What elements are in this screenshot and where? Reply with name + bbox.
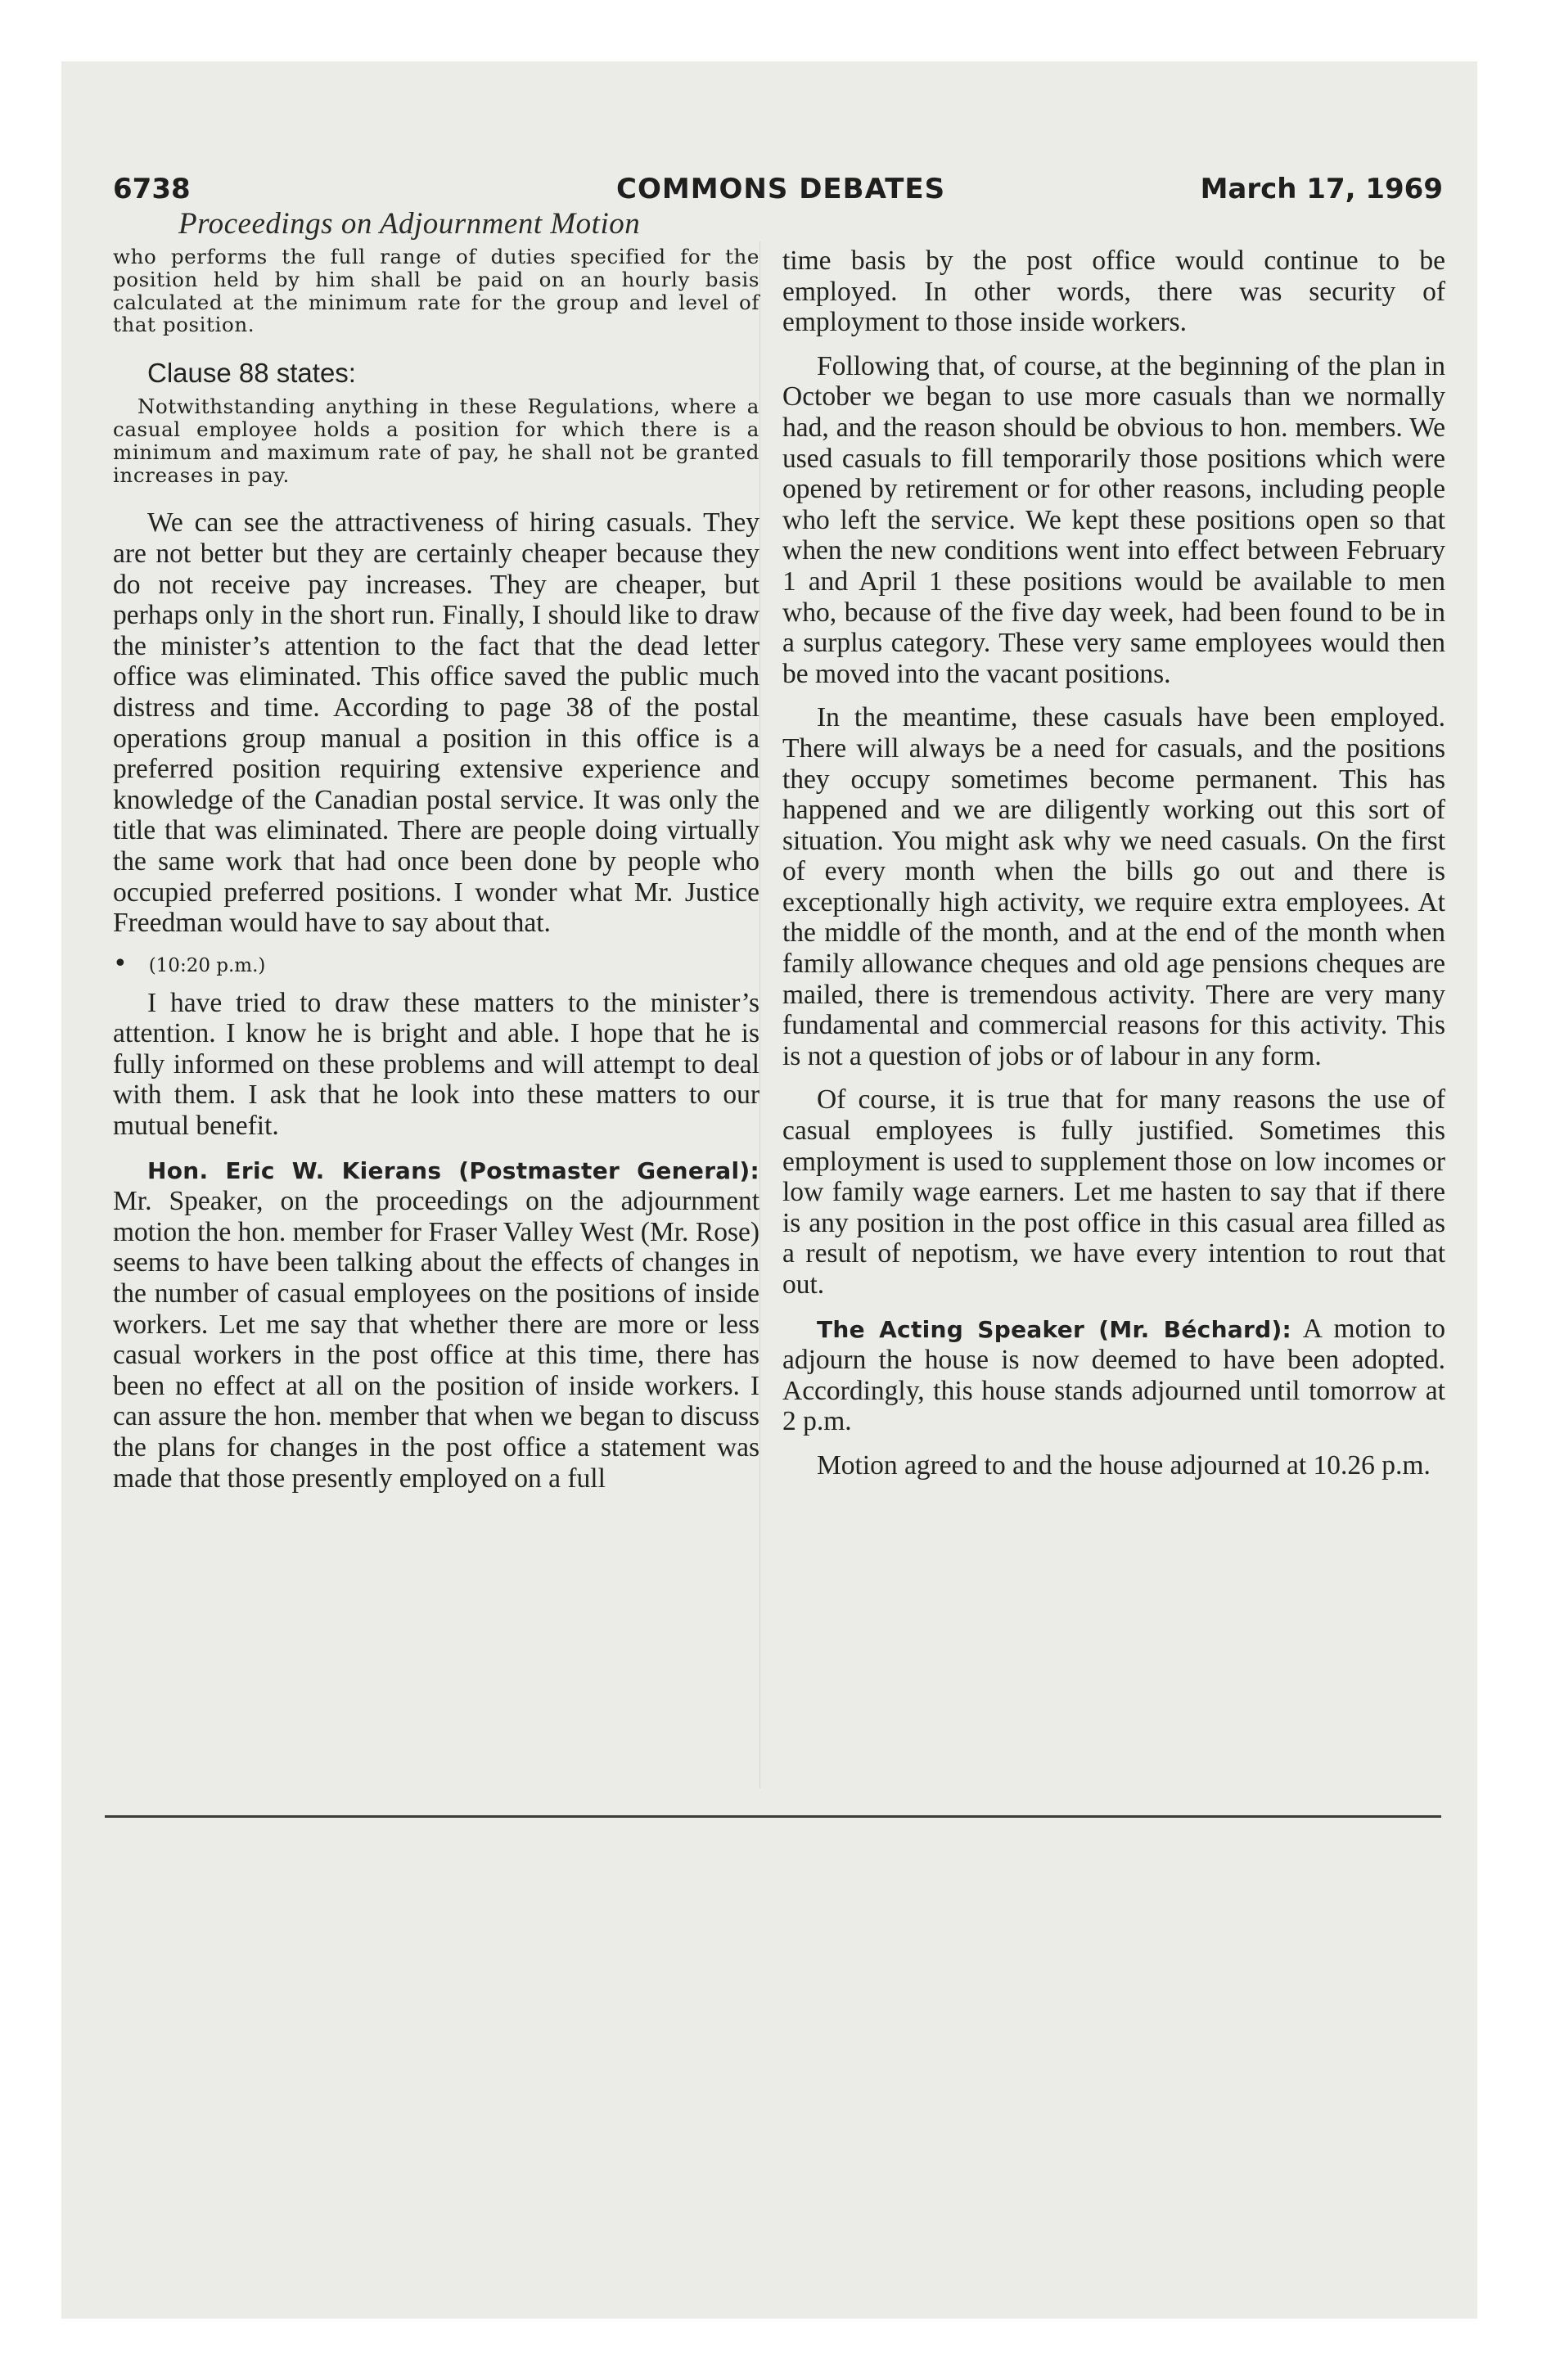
clause-heading: Clause 88 states: <box>147 358 356 389</box>
quoted-regulation-continued: who performs the full range of duties specified for the position held by him shall be paid on an hourly basis calculated at the minimum rate for the group and level of that position. <box>113 245 759 337</box>
page-number: 6738 <box>113 173 191 205</box>
speech-text: A motion to adjourn the house is now deemed to have been adopted. Accordingly, this house stands adjourned until tomorrow at 2 p.m. <box>782 1313 1445 1437</box>
left-column <box>113 246 759 1507</box>
speech-acting-speaker <box>782 1314 1445 1437</box>
closing-paragraph: Motion agreed to and the house adjourned at 10.26 p.m. <box>817 1449 1431 1481</box>
publication-title: COMMONS DEBATES <box>616 173 946 205</box>
speaker-name: The Acting Speaker (Mr. Béchard): <box>817 1315 1292 1343</box>
right-column <box>782 246 1445 1494</box>
bullet-icon: • <box>113 949 128 978</box>
paragraph: Following that, of course, at the beginning of the plan in October we began to use more casuals than we normally had, and the reason should be obvious to hon. members. We used casuals to fill temporarily those positions which were opened by retirement or for other reasons, including people who left the service. We kept these positions open so that when the new conditions went into effect between February 1 and April 1 these positions would be available to men who, because of the five day week, had been found to be in a surplus category. These very same employees would then be moved into the vacant positions. <box>782 350 1445 689</box>
section-subheading: Proceedings on Adjournment Motion <box>178 207 641 241</box>
paragraph-continued: time basis by the post office would continue to be employed. In other words, there was security of employment to those inside workers. <box>782 246 1445 338</box>
speech-kierans <box>113 1155 759 1494</box>
header-date: March 17, 1969 <box>1200 173 1443 205</box>
quoted-clause-88: Notwithstanding anything in these Regulations, where a casual employee holds a position for which there is a minimum and maximum rate of pay, he shall not be granted increases in pay. <box>113 394 759 487</box>
paragraph: In the meantime, these casuals have been employed. There will always be a need for casuals, and the positions they occupy sometimes become permanent. This has happened and we are diligently working out this sort of situation. You might ask why we need casuals. On the first of every month when the bills go out and there is exceptionally high activity, we require extra employees. At the middle of the month, and at the end of the month when family allowance cheques and old age pensions cheques are mailed, there is tremendous activity. There are very many fundamental and commercial reasons for this activity. This is not a question of jobs or of labour in any form. <box>782 702 1445 1071</box>
time-text: (10:20 p.m.) <box>148 954 266 976</box>
time-stamp <box>113 949 759 978</box>
horizontal-rule <box>105 1815 1441 1818</box>
paragraph: We can see the attractiveness of hiring casuals. They are not better but they are certainly cheaper because they do not receive pay increases. They are cheaper, but perhaps only in the short run. Finally, I should like to draw the minister’s attention to the fact that the dead letter office was eliminated. This office saved the public much distress and time. According to page 38 of the postal operations group manual a position in this office is a preferred position requiring extensive experience and knowledge of the Canadian postal service. It was only the title that was eliminated. There are people doing virtually the same work that had once been done by people who occupied preferred positions. I wonder what Mr. Justice Freedman would have to say about that. <box>113 507 759 939</box>
paragraph: I have tried to draw these matters to the minister’s attention. I know he is bright and able. I hope that he is fully informed on these problems and will attempt to deal with them. I ask that he look into these matters to our mutual benefit. <box>113 987 759 1142</box>
speech-text: Mr. Speaker, on the proceedings on the adjournment motion the hon. member for Fraser Valley West (Mr. Rose) seems to have been talking about the effects of changes in the number of casual employees on the positions of inside workers. Let me say that whether there are more or less casual workers in the post office at this time, there has been no effect at all on the position of inside workers. I can assure the hon. member that when we began to discuss the plans for changes in the post office a statement was made that those presently employed on a full <box>113 1186 759 1494</box>
column-divider <box>759 241 760 1788</box>
speaker-name: Hon. Eric W. Kierans (Postmaster General): <box>147 1156 759 1184</box>
paragraph: Of course, it is true that for many reasons the use of casual employees is fully justified. Sometimes this employment is used to supplement those on low incomes or low family wage earners. Let me hasten to say that if there is any position in the post office in this casual area filled as a result of nepotism, we have every intention to rout that out. <box>782 1084 1445 1300</box>
